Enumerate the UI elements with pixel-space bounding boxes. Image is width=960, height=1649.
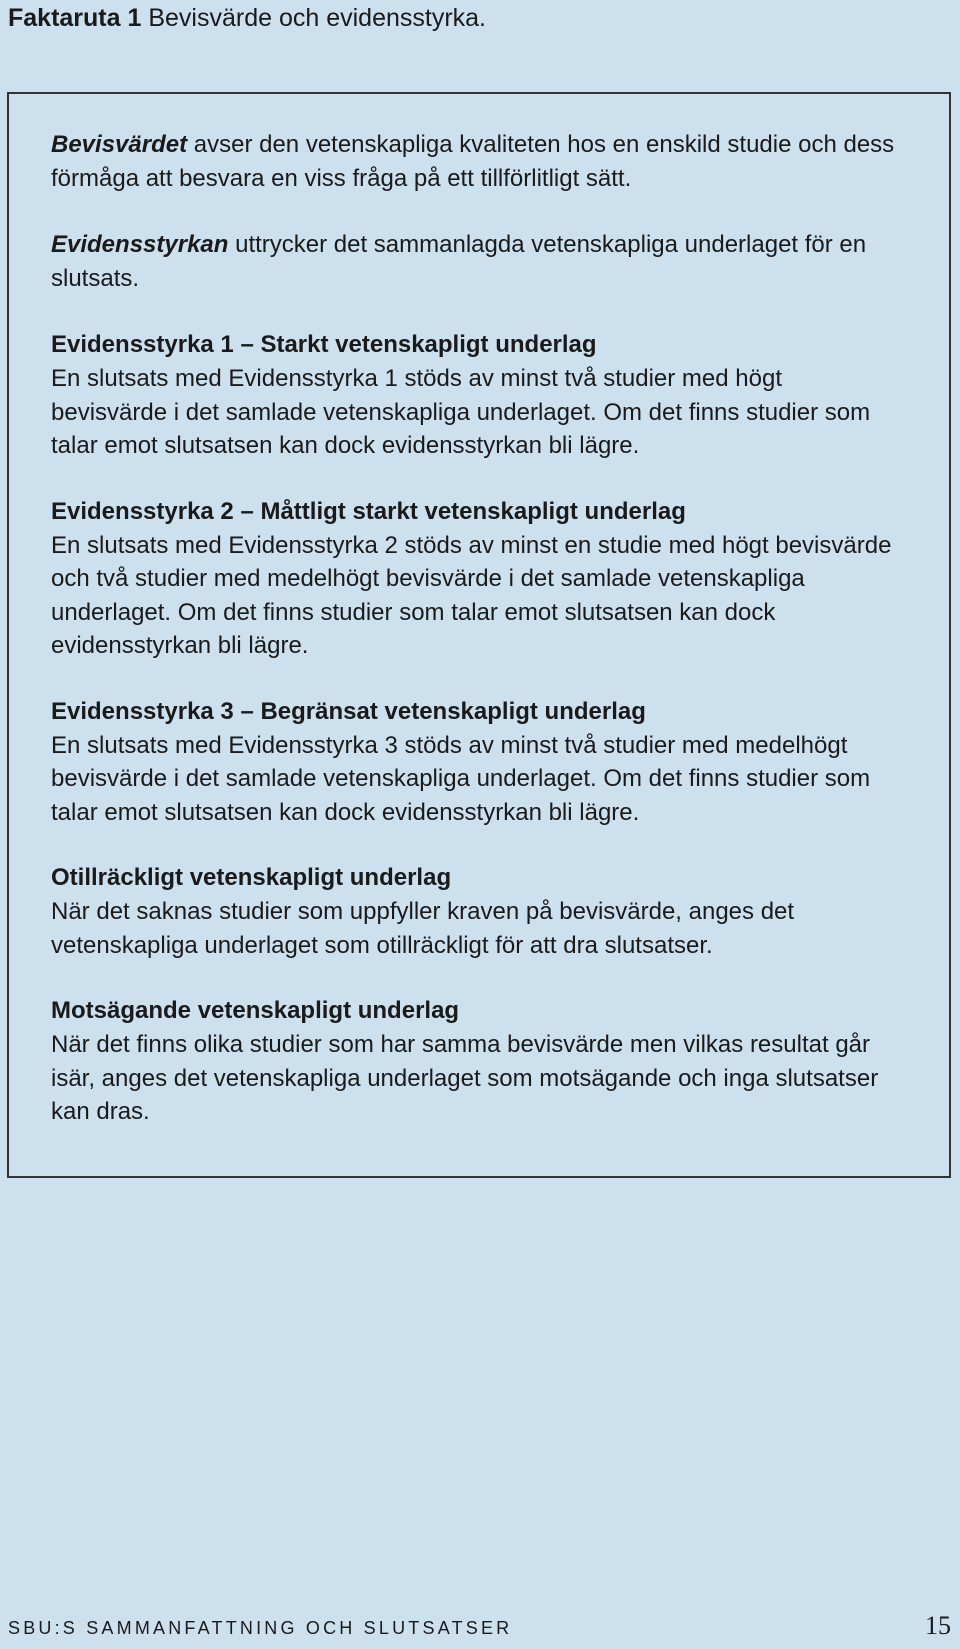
section-evidensstyrka-3 <box>51 695 901 830</box>
section-evidensstyrka-1 <box>51 328 901 463</box>
section-heading: Otillräckligt vetenskapligt underlag <box>51 864 452 891</box>
footer-text: SBU:S SAMMANFATTNING OCH SLUTSATSER <box>8 1618 513 1638</box>
intro-term: Evidensstyrkan <box>51 231 229 258</box>
intro-text: uttrycker det sammanlagda vetenskapliga underlaget för en slutsats. <box>51 231 867 292</box>
section-body: När det saknas studier som uppfyller kraven på bevisvärde, anges det vetenskapliga underlaget som otillräckligt för att dra slutsatser. <box>51 898 795 959</box>
intro-bevisvardet <box>51 128 901 196</box>
section-heading: Evidensstyrka 1 – Starkt vetenskapligt underlag <box>51 331 597 358</box>
page-number: 15 <box>925 1611 951 1640</box>
section-body: En slutsats med Evidensstyrka 3 stöds av minst två studier med medelhögt bevisvärde i det samlade vetenskapliga underlaget. Om det finns studier som talar emot slutsatsen kan dock evidensstyrkan bli lägre. <box>51 731 871 826</box>
page-title <box>8 2 486 34</box>
page-title-text: Bevisvärde och evidensstyrka. <box>148 4 487 32</box>
section-heading: Evidensstyrka 2 – Måttligt starkt vetenskapligt underlag <box>51 497 686 525</box>
section-heading: Motsägande vetenskapligt underlag <box>51 997 460 1024</box>
page-title-label: Faktaruta 1 <box>8 4 142 32</box>
section-body: En slutsats med Evidensstyrka 2 stöds av minst en studie med högt bevisvärde och två studier med medelhögt bevisvärde i det samlade vetenskapliga underlaget. Om det finns studier som talar emot slutsatsen kan dock evidensstyrkan bli lägre. <box>51 531 892 659</box>
section-otillrackligt <box>51 861 901 962</box>
section-body: En slutsats med Evidensstyrka 1 stöds av minst två studier med högt bevisvärde i det samlade vetenskapliga underlaget. Om det finns studier som talar emot slutsatsen kan dock evidensstyrkan bli lägre. <box>51 365 871 459</box>
fact-box <box>7 92 951 1178</box>
section-body: När det finns olika studier som har samma bevisvärde men vilkas resultat går isär, anges det vetenskapliga underlaget som motsägande och inga slutsatser kan dras. <box>51 1031 879 1125</box>
intro-term: Bevisvärdet <box>51 131 188 158</box>
intro-text: avser den vetenskapliga kvaliteten hos en enskild studie och dess förmåga att besvara en viss fråga på ett tillförlitligt sätt. <box>51 131 895 192</box>
intro-evidensstyrkan <box>51 228 901 296</box>
section-motsagande <box>51 994 901 1129</box>
section-heading: Evidensstyrka 3 – Begränsat vetenskapligt underlag <box>51 697 646 725</box>
section-evidensstyrka-2 <box>51 495 901 663</box>
page-footer <box>8 1613 951 1643</box>
